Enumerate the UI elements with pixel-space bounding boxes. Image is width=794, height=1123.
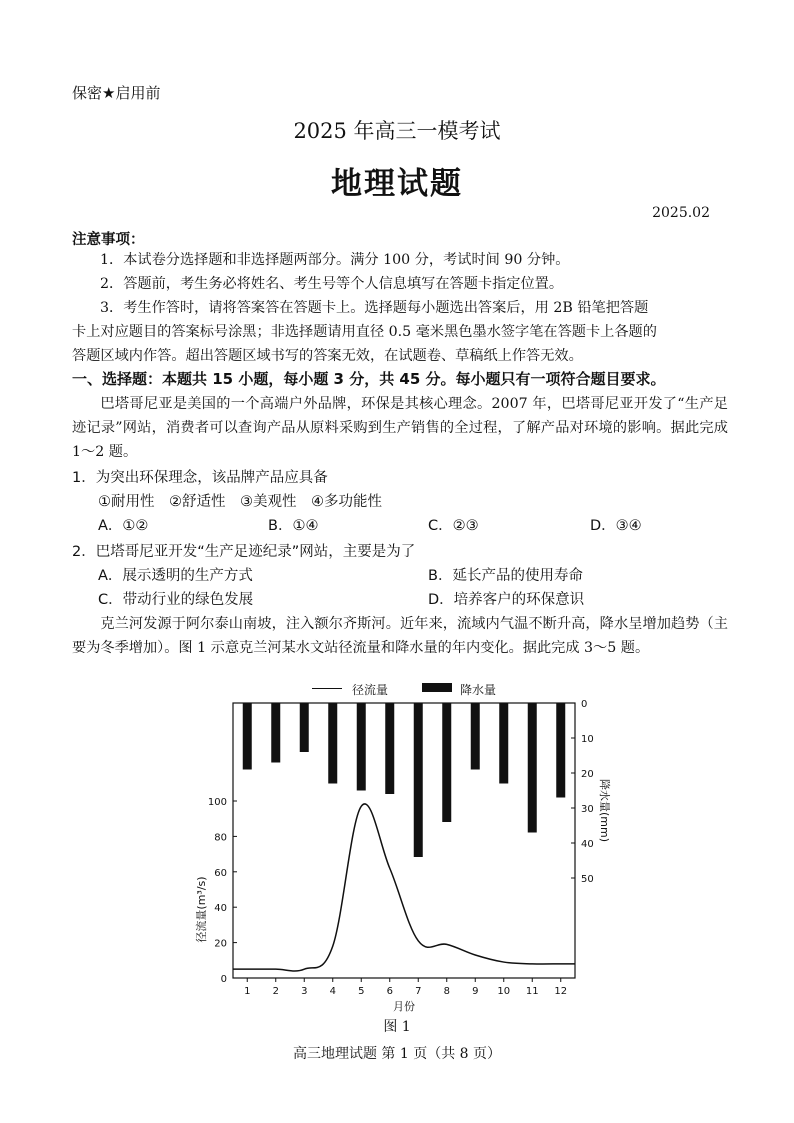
left-y-tick-label: 20: [214, 938, 227, 950]
x-tick-label: 12: [554, 986, 568, 997]
notes-item-3-cont: 卡上对应题目的答案标号涂黑；非选择题请用直径 0.5 毫米黑色墨水签字笔在答题卡上各题的: [72, 324, 657, 340]
runoff-line: [233, 804, 575, 971]
precipitation-bar: [357, 703, 366, 791]
left-y-tick-label: 100: [207, 797, 227, 808]
right-y-tick-label: 10: [581, 734, 594, 745]
section-heading: 一、选择题：本题共 15 小题，每小题 3 分，共 45 分。每小题只有一项符合题目要求。: [72, 370, 666, 388]
precipitation-bar: [414, 703, 423, 857]
passage-1: 巴塔哥尼亚是美国的一个高端户外品牌，环保是其核心理念。2007 年，巴塔哥尼亚开发了“生产足迹记录”网站，消费者可以查询产品从原料采购到生产销售的全过程，了解产品对环境的影响。据此完成 1～2 题。: [72, 396, 728, 460]
page-footer: 高三地理试题 第 1 页（共 8 页）: [292, 1046, 502, 1062]
x-tick-label: 8: [443, 986, 450, 997]
question-1-option-d: D．③④: [590, 518, 642, 534]
question-2-stem: 2．巴塔哥尼亚开发“生产足迹纪录”网站，主要是为了: [72, 544, 416, 560]
x-tick-label: 10: [497, 986, 511, 997]
question-2-option-c: C．带动行业的绿色发展: [98, 592, 254, 608]
figure-caption: 图 1: [383, 1019, 411, 1035]
x-tick-label: 7: [415, 986, 422, 997]
question-1-option-b: B．①④: [268, 518, 319, 534]
precipitation-bar: [442, 703, 451, 822]
right-axis-label: 降水量(mm): [598, 778, 611, 843]
notes-item-1: 1．本试卷分选择题和非选择题两部分。满分 100 分，考试时间 90 分钟。: [100, 252, 570, 268]
x-tick-label: 2: [272, 986, 279, 997]
confidential-label: 保密★启用前: [72, 84, 161, 102]
notes-heading: 注意事项：: [72, 232, 145, 248]
x-tick-label: 11: [525, 986, 539, 997]
legend-runoff-label: 径流量: [352, 683, 389, 697]
precipitation-bar: [528, 703, 537, 833]
question-1-stem: 1．为突出环保理念，该品牌产品应具备: [72, 470, 328, 486]
precipitation-bar: [385, 703, 394, 794]
notes-item-3-cont2: 答题区域内作答。超出答题区域书写的答案无效，在试题卷、草稿纸上作答无效。: [72, 348, 583, 364]
x-tick-label: 5: [358, 986, 365, 997]
right-y-tick-label: 0: [581, 699, 588, 710]
plot-frame: [233, 703, 575, 978]
x-tick-label: 6: [386, 986, 393, 997]
right-y-tick-label: 30: [581, 804, 594, 815]
right-y-tick-label: 50: [581, 874, 594, 885]
notes-item-2: 2．答题前，考生务必将姓名、考生号等个人信息填写在答题卡指定位置。: [100, 276, 564, 292]
precipitation-bar: [300, 703, 309, 752]
notes-item-3: 3．考生作答时，请将答案答在答题卡上。选择题每小题选出答案后，用 2B 铅笔把答题: [100, 300, 649, 316]
left-axis-label: 径流量(m³/s): [195, 876, 208, 943]
passage-2: 克兰河发源于阿尔泰山南坡，注入额尔齐斯河。近年来，流域内气温不断升高，降水呈增加趋势（主要为冬季增加）。图 1 示意克兰河某水文站径流量和降水量的年内变化。据此完成 3～5 题。: [72, 616, 728, 656]
left-y-tick-label: 0: [220, 974, 227, 985]
left-y-tick-label: 60: [214, 867, 227, 879]
left-y-tick-label: 40: [214, 903, 227, 915]
precipitation-bar: [243, 703, 252, 770]
precipitation-bar: [471, 703, 480, 770]
exam-title: 2025 年高三一模考试: [293, 119, 501, 143]
question-1-option-a: A．①②: [98, 518, 149, 534]
left-y-tick-label: 80: [214, 832, 227, 844]
x-tick-label: 3: [301, 986, 308, 997]
question-1-option-c: C．②③: [428, 518, 479, 534]
x-tick-label: 4: [329, 986, 336, 997]
precipitation-bar: [556, 703, 565, 798]
legend-precip-label: 降水量: [460, 683, 497, 697]
exam-date: 2025.02: [652, 205, 710, 221]
question-2-option-a: A．展示透明的生产方式: [98, 568, 253, 584]
x-tick-label: 1: [244, 986, 251, 997]
question-1-items: ①耐用性 ②舒适性 ③美观性 ④多功能性: [98, 494, 382, 510]
precipitation-bar: [328, 703, 337, 784]
precipitation-bar: [271, 703, 280, 763]
question-2-option-d: D．培养客户的环保意识: [428, 592, 585, 608]
x-axis-label: 月份: [393, 1000, 415, 1013]
right-y-tick-label: 20: [581, 769, 594, 780]
subject-title: 地理试题: [331, 166, 463, 202]
question-2-option-b: B．延长产品的使用寿命: [428, 568, 583, 584]
x-tick-label: 9: [472, 986, 479, 997]
precipitation-bar: [499, 703, 508, 784]
right-y-tick-label: 40: [581, 839, 594, 850]
